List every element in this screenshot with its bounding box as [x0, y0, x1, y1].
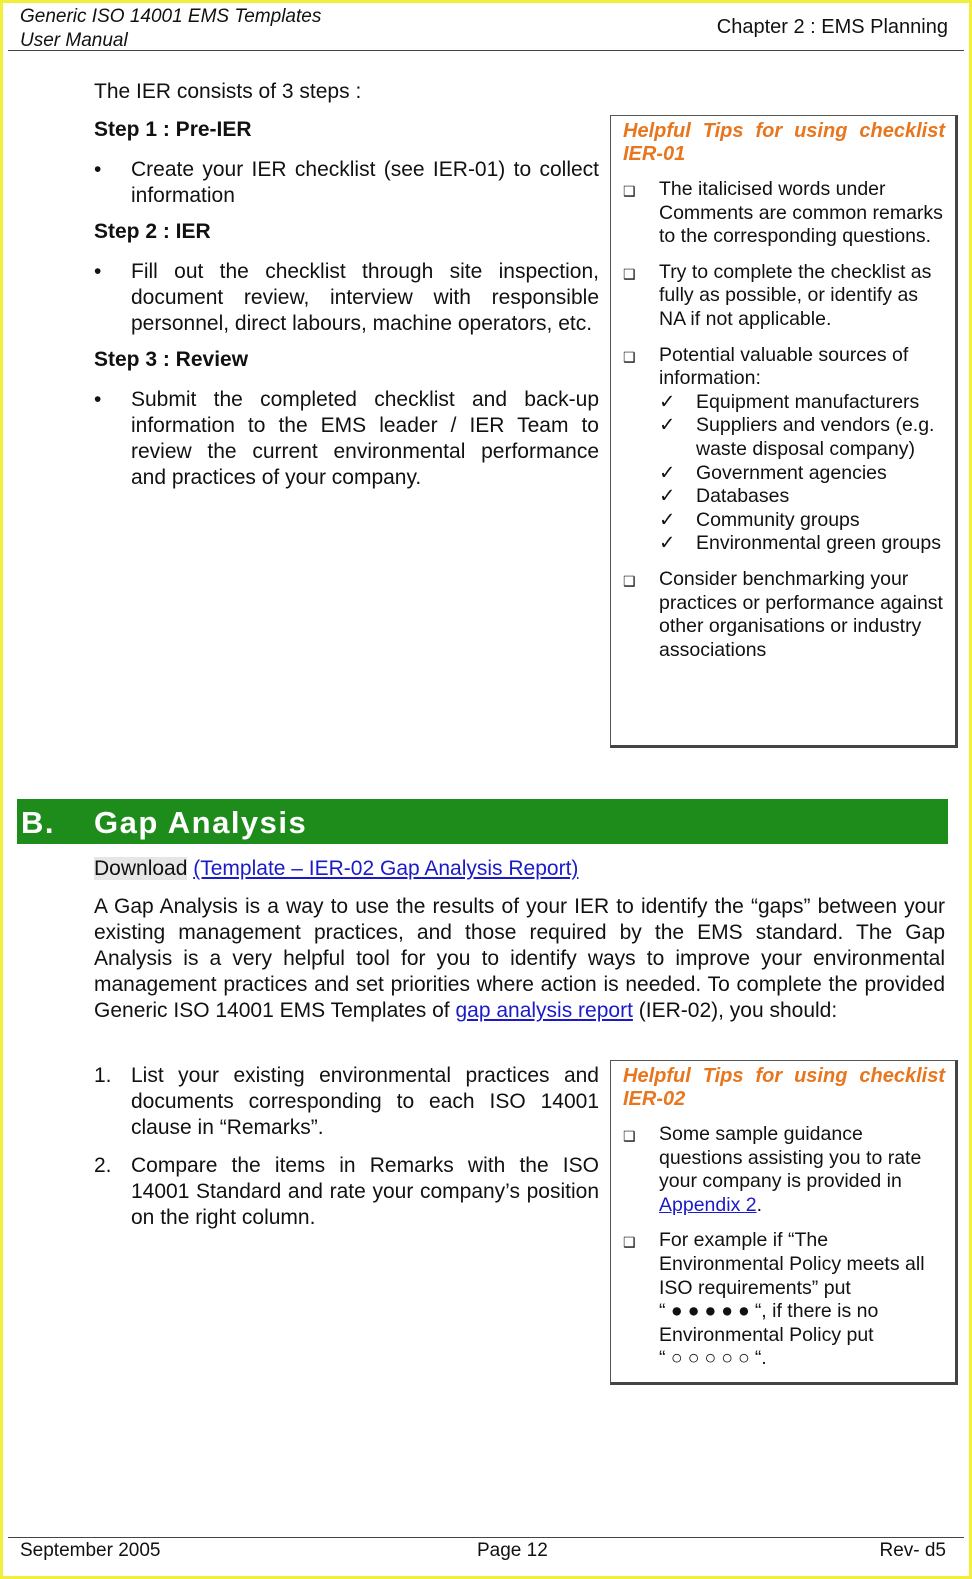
- step1-text: Create your IER checklist (see IER-01) to collect information: [131, 158, 599, 207]
- step3-title: Step 3 : Review: [94, 348, 249, 371]
- footer-revision: Rev- d5: [879, 1540, 946, 1561]
- checkmark-icon: ✓: [659, 532, 676, 555]
- checkmark-icon: ✓: [659, 461, 676, 484]
- gap-analysis-steps: [94, 1063, 599, 1231]
- download-template-link[interactable]: (Template – IER-02 Gap Analysis Report): [193, 857, 579, 880]
- section-heading-bar: [17, 799, 948, 844]
- checkbox-bullet-icon: ❑: [623, 348, 636, 365]
- footer-divider: [8, 1537, 964, 1538]
- document-title-line2: User Manual: [20, 30, 128, 51]
- checkbox-bullet-icon: ❑: [623, 1128, 636, 1144]
- tip-item: [623, 344, 945, 556]
- tip-item: [623, 178, 945, 249]
- step2-text: Fill out the checklist through site inspection, document review, interview with responsible personnel, direct labours, machine operators, etc.: [131, 260, 599, 335]
- document-title: [20, 5, 321, 53]
- source-text: Environmental green groups: [696, 532, 941, 555]
- step3-bullet: [94, 387, 599, 491]
- header-divider: [8, 50, 964, 51]
- list-number: 2.: [94, 1154, 112, 1177]
- source-text: Suppliers and vendors (e.g. waste disposal company): [696, 414, 935, 460]
- bullet-dot: •: [94, 388, 102, 411]
- tips-title: [623, 120, 945, 166]
- empty-circles-rating: ○○○○○: [670, 1347, 755, 1370]
- tip-text: Try to complete the checklist as fully as possible, or identify as NA if not applicable.: [659, 260, 932, 330]
- paragraph-text: A Gap Analysis is a way to use the results of your IER to identify the “gaps” between your existing management practices, and those required by the EMS standard. The Gap Analysis is a very helpful tool for you to identify ways to improve your environmental management practices and set priorities where action is needed. To complete the provided Generic ISO 14001 EMS Templates of: [94, 895, 945, 1022]
- tips-box-ier01: [610, 115, 958, 748]
- tips-title-line1: Helpful Tips for using checklist: [623, 120, 945, 142]
- list-item: [94, 1063, 599, 1141]
- tip-item: [623, 1229, 945, 1371]
- chapter-title: Chapter 2 : EMS Planning: [716, 16, 948, 38]
- tip-text: For example if “The Environmental Policy meets all ISO requirements” put: [659, 1229, 925, 1299]
- source-item: [659, 509, 945, 533]
- download-line: [94, 856, 578, 882]
- footer-page-number: Page 12: [477, 1540, 548, 1561]
- checkbox-bullet-icon: ❑: [623, 265, 636, 282]
- document-title-line1: Generic ISO 14001 EMS Templates: [20, 6, 322, 27]
- step3-text: Submit the completed checklist and back-up information to the EMS leader / IER Team to review the current environmental performance and practices of your company.: [131, 388, 599, 489]
- list-number: 1.: [94, 1064, 112, 1087]
- checkbox-bullet-icon: ❑: [623, 183, 636, 199]
- tip-text-end: .: [756, 1193, 762, 1216]
- tip-text: Some sample guidance questions assisting you to rate your company is provided in: [659, 1123, 922, 1193]
- gap-analysis-report-link[interactable]: gap analysis report: [455, 999, 633, 1022]
- tips-title-line1: Helpful Tips for using checklist: [623, 1065, 945, 1087]
- list-text: List your existing environmental practices and documents corresponding to each ISO 14001 clause in “Remarks”.: [131, 1064, 599, 1139]
- checkmark-icon: ✓: [659, 485, 676, 508]
- tips-box-ier02: [610, 1060, 958, 1385]
- step1-bullet: [94, 157, 599, 209]
- source-item: [659, 532, 945, 556]
- tip-text: “, if there is no Environmental Policy put: [659, 1300, 879, 1346]
- source-text: Government agencies: [696, 461, 887, 484]
- tip-item: [623, 1123, 945, 1217]
- checkmark-icon: ✓: [659, 508, 676, 531]
- gap-analysis-paragraph: [94, 894, 945, 1024]
- tip-text: Consider benchmarking your practices or performance against other organisations or industry associations: [659, 567, 943, 661]
- quote-open: “: [659, 1347, 666, 1370]
- source-item: [659, 462, 945, 486]
- bullet-dot: •: [94, 260, 102, 283]
- ier-intro: The IER consists of 3 steps :: [94, 80, 362, 103]
- list-item: [94, 1153, 599, 1231]
- source-text: Databases: [696, 485, 790, 508]
- checkbox-bullet-icon: ❑: [623, 572, 636, 589]
- source-item: [659, 414, 945, 461]
- tip-item: [623, 568, 945, 662]
- step2-title: Step 2 : IER: [94, 220, 211, 243]
- tips-title-line2: IER-01: [623, 143, 686, 165]
- source-item: [659, 485, 945, 509]
- step2-bullet: [94, 259, 599, 337]
- source-text: Community groups: [696, 508, 860, 531]
- tips-title: [623, 1065, 945, 1111]
- bullet-dot: •: [94, 158, 102, 181]
- filled-circles-rating: ●●●●●: [670, 1300, 755, 1323]
- quote-open: “: [659, 1300, 666, 1323]
- checkmark-icon: ✓: [659, 390, 676, 413]
- list-text: Compare the items in Remarks with the ISO 14001 Standard and rate your company’s position on the right column.: [131, 1154, 599, 1229]
- ier-steps: [94, 79, 599, 491]
- tip-text: The italicised words under Comments are common remarks to the corresponding questions.: [659, 178, 943, 248]
- section-letter: B.: [21, 805, 55, 840]
- checkmark-icon: ✓: [659, 414, 676, 437]
- tip-item: [623, 261, 945, 332]
- quote-close: “.: [754, 1347, 767, 1370]
- download-label: Download: [94, 857, 188, 880]
- tip-text: Potential valuable sources of information:: [659, 343, 909, 390]
- paragraph-text-end: (IER-02), you should:: [638, 999, 838, 1022]
- appendix-2-link[interactable]: Appendix 2: [659, 1193, 757, 1216]
- section-title: Gap Analysis: [94, 805, 308, 840]
- checkbox-bullet-icon: ❑: [623, 1234, 636, 1251]
- step1-title: Step 1 : Pre-IER: [94, 118, 252, 141]
- source-text: Equipment manufacturers: [696, 390, 920, 413]
- tips-title-line2: IER-02: [623, 1088, 686, 1110]
- footer-date: September 2005: [20, 1540, 161, 1561]
- source-item: [659, 391, 945, 415]
